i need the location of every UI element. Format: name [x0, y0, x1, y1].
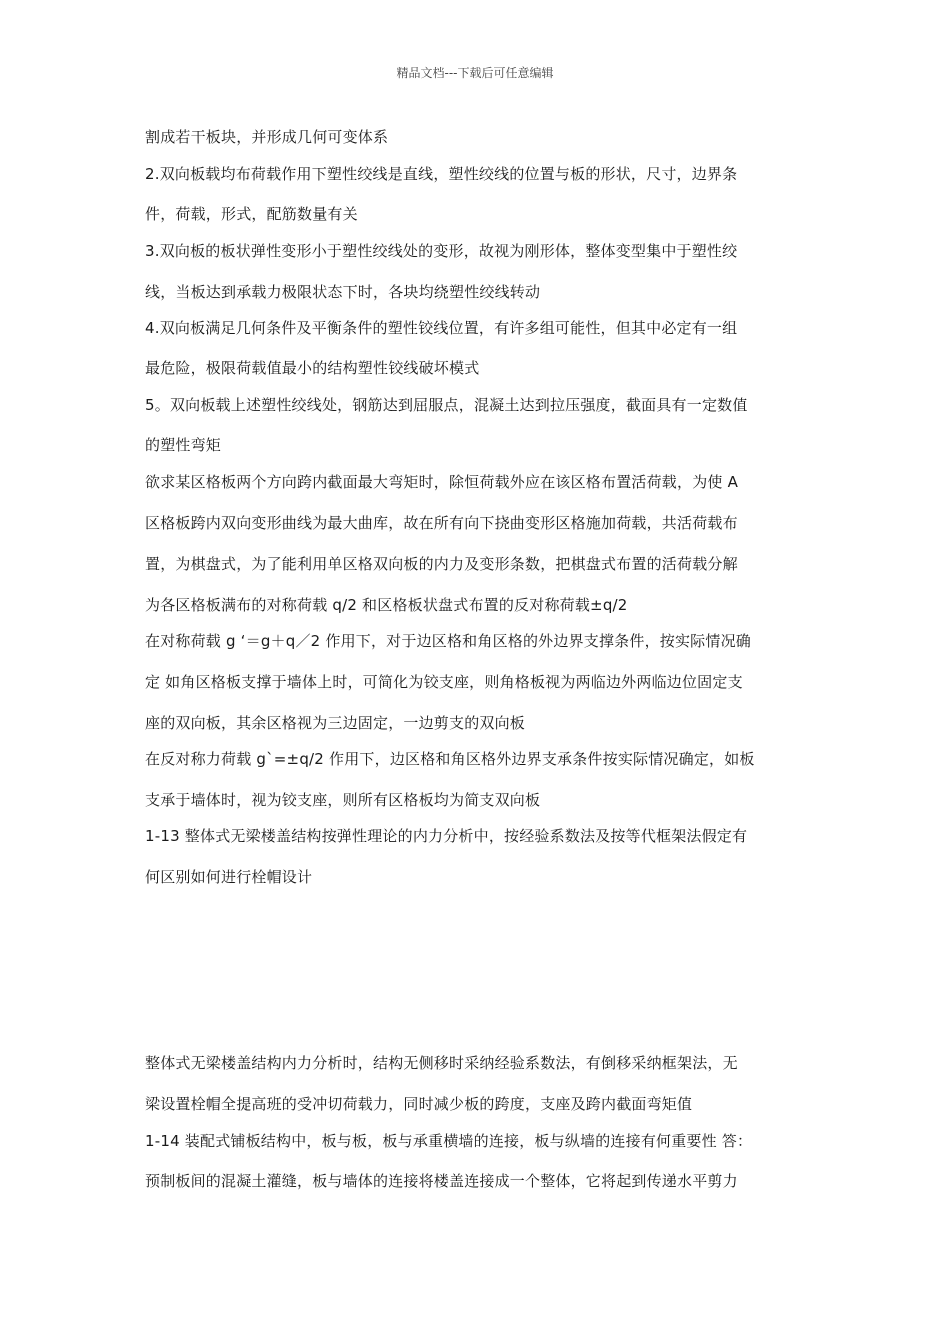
- text-line: 5。双向板载上述塑性绞线处，钢筋达到屈服点，混凝土达到拉压强度，截面具有一定数值: [145, 396, 748, 414]
- text-line: 整体式无梁楼盖结构内力分析时，结构无侧移时采纳经验系数法，有倒移采纳框架法，无: [145, 1054, 738, 1072]
- text-line: 座的双向板，其余区格视为三边固定，一边剪支的双向板: [145, 714, 526, 732]
- text-line: 3.双向板的板状弹性变形小于塑性绞线处的变形，故视为刚形体，整体变型集中于塑性绞: [145, 242, 738, 260]
- text-line: 置，为棋盘式，为了能利用单区格双向板的内力及变形条数，把棋盘式布置的活荷载分解: [145, 555, 738, 573]
- text-line: 梁设置栓帽全提高班的受冲切荷载力，同时减少板的跨度，支座及跨内截面弯矩值: [145, 1095, 693, 1113]
- text-line: 1-13 整体式无梁楼盖结构按弹性理论的内力分析中，按经验系数法及按等代框架法假定有: [145, 827, 748, 845]
- text-line: 预制板间的混凝土灌缝，板与墙体的连接将楼盖连接成一个整体，它将起到传递水平剪力: [145, 1172, 738, 1190]
- text-line: 的塑性弯矩: [145, 436, 222, 454]
- text-line: 为各区格板满布的对称荷载 q/2 和区格板状盘式布置的反对称荷载±q/2: [145, 596, 628, 614]
- text-line: 2.双向板载均布荷载作用下塑性绞线是直线，塑性绞线的位置与板的形状，尺寸，边界条: [145, 165, 738, 183]
- text-line: 在对称荷载 g ‘＝g＋q／2 作用下，对于边区格和角区格的外边界支撑条件，按实际情况确: [145, 632, 751, 650]
- page-header: 精品文档---下载后可任意编辑: [396, 66, 554, 80]
- text-line: 区格板跨内双向变形曲线为最大曲库，故在所有向下挠曲变形区格施加荷载，共活荷载布: [145, 514, 738, 532]
- text-line: 4.双向板满足几何条件及平衡条件的塑性铰线位置，有许多组可能性，但其中必定有一组: [145, 319, 738, 337]
- text-line: 在反对称力荷载 g`=±q/2 作用下，边区格和角区格外边界支承条件按实际情况确定，如板: [145, 750, 755, 768]
- text-line: 欲求某区格板两个方向跨内截面最大弯矩时，除恒荷载外应在该区格布置活荷载，为使 A: [145, 473, 739, 491]
- text-line: 割成若干板块，并形成几何可变体系: [145, 128, 389, 146]
- text-line: 何区别如何进行栓帽设计: [145, 868, 313, 886]
- text-line: 1-14 装配式铺板结构中，板与板，板与承重横墙的连接，板与纵墙的连接有何重要性 答：: [145, 1132, 753, 1150]
- text-line: 定 如角区格板支撑于墙体上时，可简化为铰支座，则角格板视为两临边外两临边位固定支: [145, 673, 743, 691]
- text-line: 线，当板达到承载力极限状态下时，各块均绕塑性绞线转动: [145, 283, 541, 301]
- text-line: 件，荷载，形式，配筋数量有关: [145, 205, 358, 223]
- text-line: 支承于墙体时，视为铰支座，则所有区格板均为简支双向板: [145, 791, 541, 809]
- text-line: 最危险，极限荷载值最小的结构塑性铰线破坏模式: [145, 359, 480, 377]
